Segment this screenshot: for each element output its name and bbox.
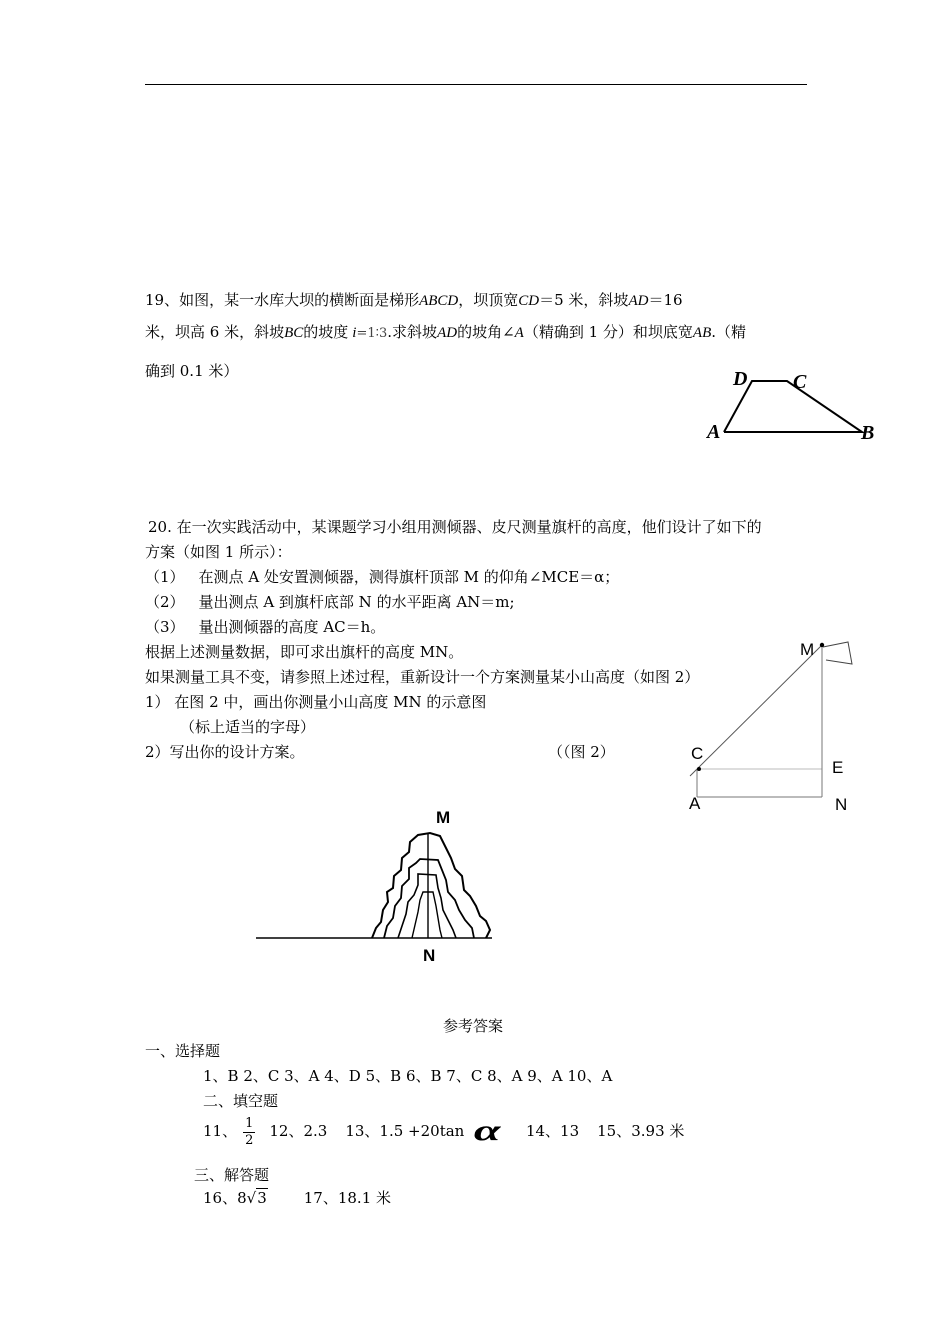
fig2-label-m: M [436,808,451,827]
fraction-half: $\frac{1}{2}$ [245,1115,254,1148]
q20-task2: 2）写出你的设计方案。 [145,743,305,761]
q19-line2: 米，坝高 6 米，斜坡BC的坡度 i=1∶3.求斜坡AD的坡角∠A（精确到 1 分）和坝底宽AB.（精 [145,323,747,341]
q20-line6: 根据上述测量数据，即可求出旗杆的高度 MN。 [145,643,464,661]
trap-label-c: C [793,371,807,393]
answers-solve: 16、8√3 17、18.1 米 [203,1189,392,1207]
q20-line2: 方案（如图 1 所示）： [145,543,292,561]
answers-section-2: 二、填空题 [203,1092,279,1110]
trap-label-b: B [861,422,875,444]
q20-task1b: （标上适当的字母） [180,718,316,736]
fig1-label-n: N [835,795,848,814]
q20-line7: 如果测量工具不变，请参照上述过程，重新设计一个方案测量某小山高度（如图 2） [145,668,700,686]
answers-title: 参考答案 [443,1017,504,1035]
answers-choice: 1、B 2、C 3、A 4、D 5、B 6、B 7、C 8、A 9、A 10、A [203,1067,613,1085]
q19-line1: 19、如图，某一水库大坝的横断面是梯形ABCD，坝顶宽CD＝5 米，斜坡AD＝16 [145,291,683,309]
fig1-label-c: C [691,744,704,763]
fig1-label-e: E [832,758,844,777]
q19-line3: 确到 0.1 米） [145,362,239,380]
trap-label-a: A [707,421,721,443]
q20-step2: （2） 量出测点 A 到旗杆底部 N 的水平距离 AN＝m; [145,593,515,611]
answers-fill: 11、 $\frac{1}{2}$ 12、2.3 13、1.5 +20tan α 14、13 15、3.93 米 [203,1114,685,1148]
fig2-label-n: N [423,946,436,965]
answers-section-3: 三、解答题 [194,1166,270,1184]
alpha-symbol: α [474,1114,497,1147]
trap-label-d: D [733,368,748,390]
q20-line1: 20. 在一次实践活动中，某课题学习小组用测倾器、皮尺测量旗杆的高度，他们设计了如下的 [148,518,762,536]
fig1-label-a: A [689,794,701,813]
sqrt-three: √3 [246,1189,267,1207]
fig1-label-m: M [800,640,815,659]
q20-step1: （1） 在测点 A 处安置测倾器，测得旗杆顶部 M 的仰角∠MCE＝α； [145,568,620,586]
fig2-caption: （（图 2） [548,743,615,761]
answers-section-1: 一、选择题 [145,1042,221,1060]
q20-task1: 1） 在图 2 中，画出你测量小山高度 MN 的示意图 [145,693,487,711]
q20-step3: （3） 量出测倾器的高度 AC＝h。 [145,618,386,636]
